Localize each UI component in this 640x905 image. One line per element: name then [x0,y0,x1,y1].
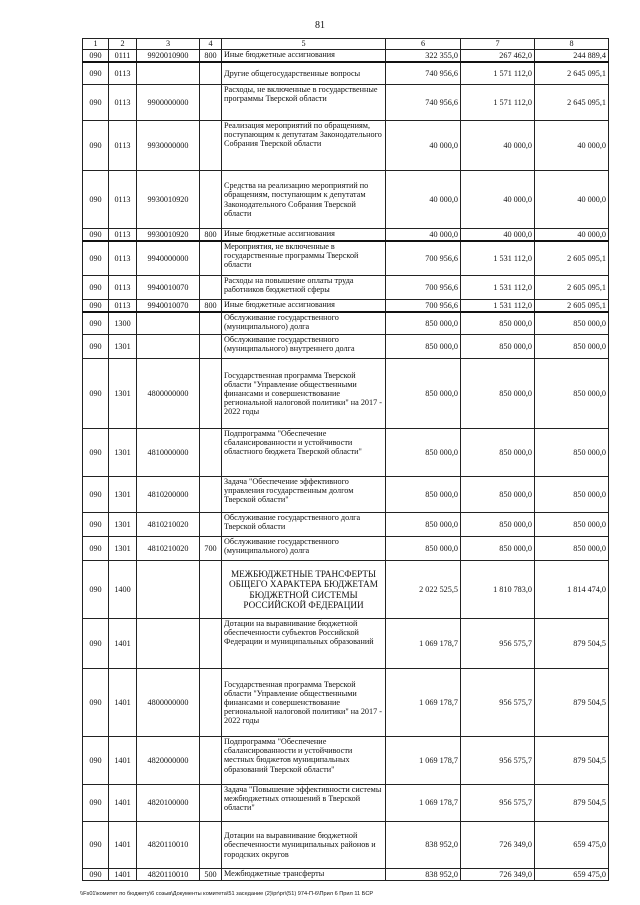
item-name: Расходы на повышение оплаты труда работников бюджетной сферы [222,276,386,300]
table-row [83,869,609,881]
section-code: 0113 [109,62,137,85]
column-header: 3 [137,39,200,50]
target-article-code: 9920010900 [137,50,200,62]
expense-type-code [200,513,222,537]
amount-col6: 740 956,6 [386,85,461,121]
agency-code: 090 [83,537,109,561]
amount-col6: 2 022 525,5 [386,561,461,619]
amount-col7: 850 000,0 [461,477,535,513]
target-article-code: 9940010070 [137,276,200,300]
table-row [83,229,609,241]
amount-col6: 40 000,0 [386,171,461,229]
expense-type-code [200,62,222,85]
section-code: 1400 [109,561,137,619]
item-name: Средства на реализацию мероприятий по обращениям, поступающим к депутатам Законодательного Собрания Тверской области [222,171,386,229]
target-article-code: 4800000000 [137,669,200,737]
column-header: 2 [109,39,137,50]
amount-col7: 850 000,0 [461,513,535,537]
section-code: 0113 [109,276,137,300]
amount-col8: 879 504,5 [535,785,609,822]
section-code: 1300 [109,312,137,335]
amount-col8: 2 605 095,1 [535,276,609,300]
item-name: Иные бюджетные ассигнования [222,229,386,241]
table-row [83,669,609,737]
table-row [83,537,609,561]
amount-col6: 740 956,6 [386,62,461,85]
amount-col6: 838 952,0 [386,869,461,881]
target-article-code: 4820000000 [137,737,200,785]
expense-type-code: 500 [200,869,222,881]
section-code: 0113 [109,241,137,276]
item-name: Иные бюджетные ассигнования [222,300,386,312]
table-row [83,737,609,785]
agency-code: 090 [83,300,109,312]
section-code: 0113 [109,171,137,229]
table-row [83,619,609,669]
amount-col7: 267 462,0 [461,50,535,62]
amount-col7: 40 000,0 [461,229,535,241]
expense-type-code: 800 [200,50,222,62]
column-header: 4 [200,39,222,50]
target-article-code: 4820100000 [137,785,200,822]
agency-code: 090 [83,50,109,62]
target-article-code: 9940010070 [137,300,200,312]
target-article-code: 9930010920 [137,171,200,229]
item-name: Дотации на выравнивание бюджетной обеспеченности муниципальных районов и городских округов [222,822,386,869]
expense-type-code [200,121,222,171]
agency-code: 090 [83,276,109,300]
item-name: Задача "Обеспечение эффективного управления государственным долгом Тверской области" [222,477,386,513]
amount-col8: 244 889,4 [535,50,609,62]
expense-type-code: 700 [200,537,222,561]
item-name: Государственная программа Тверской области "Управление общественными финансами и совершенствование региональной налоговой политики" на 2017 - 2022 годы [222,669,386,737]
amount-col7: 1 531 112,0 [461,300,535,312]
amount-col6: 850 000,0 [386,359,461,429]
item-name: Межбюджетные трансферты [222,869,386,881]
table-row [83,429,609,477]
amount-col8: 40 000,0 [535,121,609,171]
amount-col8: 850 000,0 [535,537,609,561]
target-article-code [137,335,200,359]
target-article-code: 4820110010 [137,869,200,881]
agency-code: 090 [83,619,109,669]
amount-col6: 850 000,0 [386,335,461,359]
amount-col6: 850 000,0 [386,312,461,335]
expense-type-code: 800 [200,229,222,241]
column-header: 1 [83,39,109,50]
expense-type-code [200,335,222,359]
expense-type-code [200,822,222,869]
expense-type-code [200,312,222,335]
expense-type-code [200,619,222,669]
target-article-code: 4810200000 [137,477,200,513]
column-header: 7 [461,39,535,50]
table-row [83,822,609,869]
item-name: МЕЖБЮДЖЕТНЫЕ ТРАНСФЕРТЫ ОБЩЕГО ХАРАКТЕРА БЮДЖЕТАМ БЮДЖЕТНОЙ СИСТЕМЫ РОССИЙСКОЙ ФЕДЕРАЦИИ [222,561,386,619]
table-row [83,335,609,359]
footer-file-path: \\Fs01\комитет по бюджету\6 созыв\Документы комитета\51 заседание (2)\pr\pr\(51) 974-П-6\Прил 6 Прил 11 БСР [80,891,374,897]
table-row [83,561,609,619]
table-row [83,359,609,429]
agency-code: 090 [83,121,109,171]
amount-col8: 850 000,0 [535,429,609,477]
agency-code: 090 [83,85,109,121]
expense-type-code: 800 [200,300,222,312]
amount-col8: 40 000,0 [535,229,609,241]
column-header: 6 [386,39,461,50]
section-code: 1301 [109,477,137,513]
budget-table [82,38,609,881]
amount-col7: 850 000,0 [461,312,535,335]
amount-col6: 850 000,0 [386,477,461,513]
amount-col8: 879 504,5 [535,669,609,737]
expense-type-code [200,477,222,513]
item-name: Другие общегосударственные вопросы [222,62,386,85]
target-article-code: 4800000000 [137,359,200,429]
expense-type-code [200,737,222,785]
amount-col6: 850 000,0 [386,513,461,537]
section-code: 1301 [109,359,137,429]
section-code: 1301 [109,429,137,477]
target-article-code [137,619,200,669]
amount-col6: 700 956,6 [386,300,461,312]
section-code: 0113 [109,300,137,312]
amount-col8: 1 814 474,0 [535,561,609,619]
amount-col8: 2 605 095,1 [535,300,609,312]
expense-type-code [200,85,222,121]
table-row [83,276,609,300]
amount-col7: 850 000,0 [461,537,535,561]
item-name: Иные бюджетные ассигнования [222,50,386,62]
amount-col6: 322 355,0 [386,50,461,62]
amount-col6: 40 000,0 [386,121,461,171]
target-article-code: 4810000000 [137,429,200,477]
expense-type-code [200,561,222,619]
amount-col7: 850 000,0 [461,359,535,429]
section-code: 1301 [109,335,137,359]
section-code: 0113 [109,85,137,121]
amount-col8: 2 645 095,1 [535,62,609,85]
amount-col7: 40 000,0 [461,121,535,171]
amount-col8: 850 000,0 [535,312,609,335]
amount-col8: 850 000,0 [535,477,609,513]
section-code: 1301 [109,537,137,561]
amount-col6: 700 956,6 [386,276,461,300]
table-row [83,121,609,171]
column-header: 8 [535,39,609,50]
target-article-code [137,561,200,619]
section-code: 1401 [109,669,137,737]
table-row [83,785,609,822]
target-article-code: 9930010920 [137,229,200,241]
item-name: Задача "Повышение эффективности системы межбюджетных отношений в Тверской области" [222,785,386,822]
agency-code: 090 [83,561,109,619]
target-article-code: 4810210020 [137,513,200,537]
amount-col7: 1 531 112,0 [461,276,535,300]
amount-col7: 956 575,7 [461,619,535,669]
expense-type-code [200,171,222,229]
amount-col6: 838 952,0 [386,822,461,869]
agency-code: 090 [83,335,109,359]
item-name: Подпрограмма "Обеспечение сбалансированности и устойчивости областного бюджета Тверской области" [222,429,386,477]
agency-code: 090 [83,229,109,241]
agency-code: 090 [83,737,109,785]
table-header-row [83,39,609,50]
amount-col8: 850 000,0 [535,513,609,537]
agency-code: 090 [83,513,109,537]
amount-col6: 850 000,0 [386,537,461,561]
section-code: 1401 [109,737,137,785]
agency-code: 090 [83,822,109,869]
item-name: Дотации на выравнивание бюджетной обеспеченности субъектов Российской Федерации и муниципальных образований [222,619,386,669]
target-article-code: 4810210020 [137,537,200,561]
section-code: 1401 [109,869,137,881]
item-name: Обслуживание государственного (муниципального) внутреннего долга [222,335,386,359]
section-code: 1401 [109,619,137,669]
column-header: 5 [222,39,386,50]
page-number: 81 [315,20,325,31]
amount-col7: 1 571 112,0 [461,62,535,85]
amount-col8: 850 000,0 [535,335,609,359]
amount-col6: 1 069 178,7 [386,669,461,737]
amount-col6: 850 000,0 [386,429,461,477]
expense-type-code [200,785,222,822]
amount-col7: 956 575,7 [461,737,535,785]
target-article-code: 4820110010 [137,822,200,869]
amount-col8: 879 504,5 [535,737,609,785]
expense-type-code [200,359,222,429]
amount-col7: 1 810 783,0 [461,561,535,619]
section-code: 1401 [109,822,137,869]
amount-col7: 1 531 112,0 [461,241,535,276]
table-row [83,50,609,62]
amount-col7: 1 571 112,0 [461,85,535,121]
amount-col7: 850 000,0 [461,429,535,477]
amount-col8: 659 475,0 [535,869,609,881]
table-row [83,241,609,276]
item-name: Подпрограмма "Обеспечение сбалансированности и устойчивости местных бюджетов муниципальных образований Тверской области" [222,737,386,785]
agency-code: 090 [83,669,109,737]
target-article-code: 9940000000 [137,241,200,276]
amount-col6: 1 069 178,7 [386,619,461,669]
amount-col7: 956 575,7 [461,669,535,737]
target-article-code: 9930000000 [137,121,200,171]
section-code: 0111 [109,50,137,62]
agency-code: 090 [83,312,109,335]
amount-col7: 850 000,0 [461,335,535,359]
item-name: Обслуживание государственного (муниципального) долга [222,312,386,335]
amount-col8: 40 000,0 [535,171,609,229]
agency-code: 090 [83,869,109,881]
expense-type-code [200,429,222,477]
table-row [83,513,609,537]
amount-col8: 850 000,0 [535,359,609,429]
amount-col7: 726 349,0 [461,822,535,869]
amount-col8: 2 645 095,1 [535,85,609,121]
agency-code: 090 [83,171,109,229]
table-row [83,300,609,312]
item-name: Расходы, не включенные в государственные программы Тверской области [222,85,386,121]
target-article-code [137,312,200,335]
item-name: Государственная программа Тверской области "Управление общественными финансами и совершенствование региональной налоговой политики" на 2017 - 2022 годы [222,359,386,429]
expense-type-code [200,669,222,737]
amount-col6: 700 956,6 [386,241,461,276]
agency-code: 090 [83,62,109,85]
expense-type-code [200,276,222,300]
amount-col8: 659 475,0 [535,822,609,869]
item-name: Реализация мероприятий по обращениям, поступающим к депутатам Законодательного Собрания Тверской области [222,121,386,171]
section-code: 1301 [109,513,137,537]
table-row [83,85,609,121]
table-row [83,62,609,85]
amount-col7: 40 000,0 [461,171,535,229]
agency-code: 090 [83,359,109,429]
table-row [83,171,609,229]
amount-col8: 879 504,5 [535,619,609,669]
section-code: 0113 [109,229,137,241]
amount-col6: 1 069 178,7 [386,785,461,822]
item-name: Мероприятия, не включенные в государственные программы Тверской области [222,241,386,276]
expense-type-code [200,241,222,276]
agency-code: 090 [83,477,109,513]
amount-col6: 40 000,0 [386,229,461,241]
amount-col7: 726 349,0 [461,869,535,881]
target-article-code: 9900000000 [137,85,200,121]
agency-code: 090 [83,429,109,477]
section-code: 1401 [109,785,137,822]
amount-col8: 2 605 095,1 [535,241,609,276]
item-name: Обслуживание государственного (муниципального) долга [222,537,386,561]
item-name: Обслуживание государственного долга Тверской области [222,513,386,537]
target-article-code [137,62,200,85]
table-row [83,312,609,335]
table-row [83,477,609,513]
section-code: 0113 [109,121,137,171]
amount-col7: 956 575,7 [461,785,535,822]
agency-code: 090 [83,241,109,276]
amount-col6: 1 069 178,7 [386,737,461,785]
agency-code: 090 [83,785,109,822]
